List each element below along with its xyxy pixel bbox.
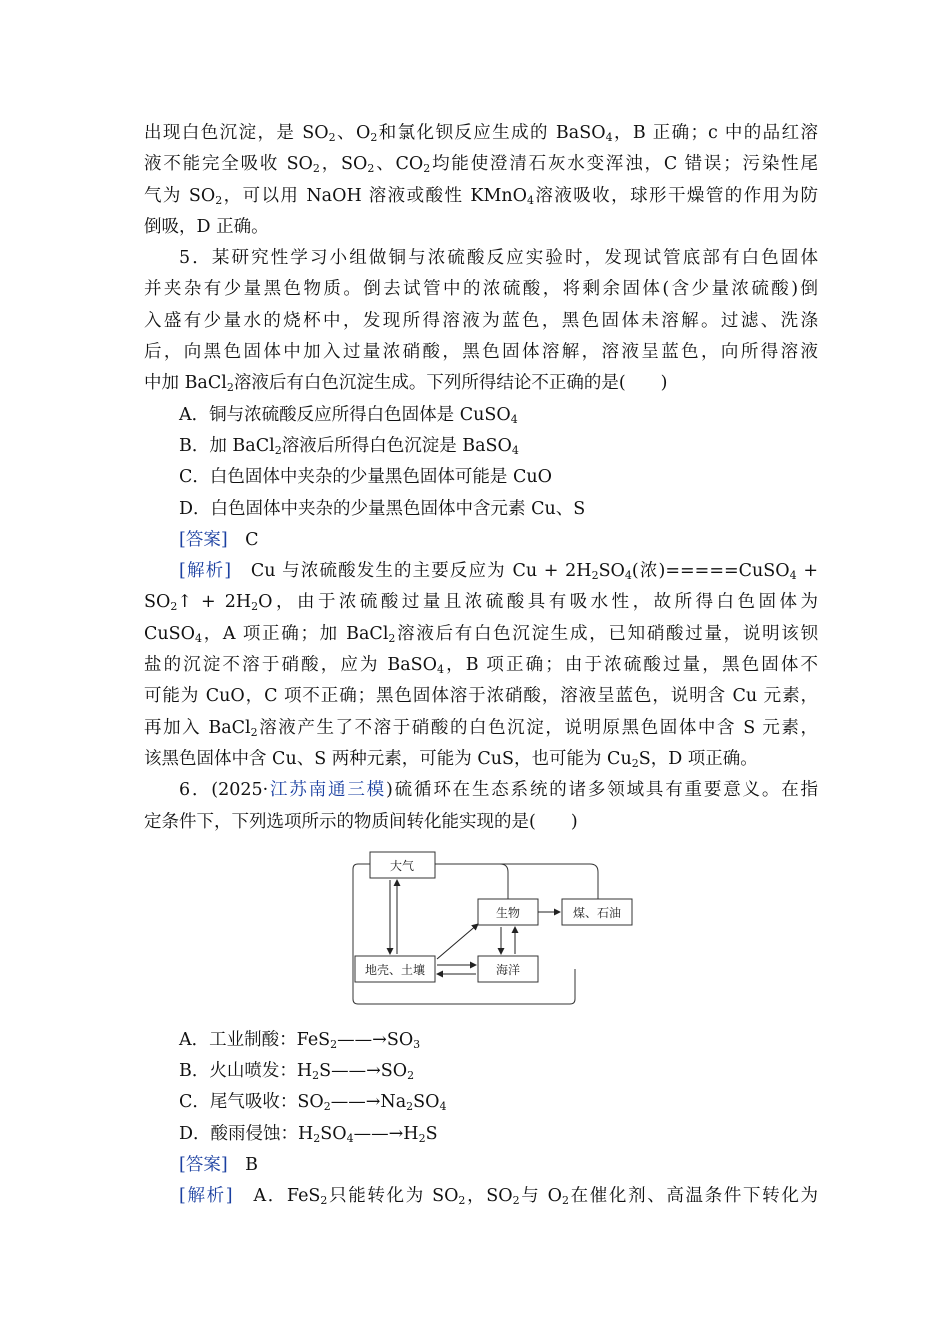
q5-explanation-1: [解析] Cu 与浓硫酸发生的主要反应为 $Cu + 2H_2SO_4$(浓)=====CuSO$_4$ + — [179, 561, 818, 583]
q5-explanation-6: 再加入 BaCl$_2$溶液产生了不溶于硝酸的白色沉淀，说明原黑色固体中含 S 元素， — [144, 717, 818, 739]
q5-explanation-7: 该黑色固体中含 Cu、S 两种元素，可能为 CuS，也可能为 $Cu_2S$，D 项正确。 — [144, 748, 758, 770]
q5-explanation-4: 盐的沉淀不溶于硝酸，应为 BaSO$_4$，B 项正确；由于浓硫酸过量，黑色固体不 — [144, 655, 818, 677]
q6-stem-1: 6．(2025·江苏南通三模)硫循环在生态系统的诸多领域具有重要意义。在指 — [179, 780, 818, 801]
q5-stem-2: 并夹杂有少量黑色物质。倒去试管中的浓硫酸，将剩余固体(含少量浓硫酸)倒 — [144, 279, 818, 300]
q6-answer: [答案] B — [179, 1155, 259, 1176]
atmosphere-label: 大气 — [389, 858, 415, 873]
q5-explanation-5: 可能为 CuO，C 项不正确；黑色固体溶于浓硝酸，溶液呈蓝色，说明含 Cu 元素， — [144, 686, 818, 707]
frame-top-right — [435, 864, 598, 899]
q5-stem-1: 5．某研究性学习小组做铜与浓硫酸反应实验时，发现试管底部有白色固体 — [179, 248, 818, 269]
q6-option-d: D．酸雨侵蚀：$H_2SO_4——\to H_2S$ — [179, 1123, 438, 1145]
ocean-label: 海洋 — [495, 962, 521, 977]
q5-stem-3: 入盛有少量水的烧杯中，发现所得溶液为蓝色，黑色固体未溶解。过滤、洗涤 — [144, 310, 818, 331]
q6-option-b: B．火山喷发：$H_2S——\to SO_2$ — [179, 1061, 415, 1083]
answer-tag: [答案] — [179, 529, 228, 550]
q6-source: 江苏南通三模 — [268, 780, 387, 801]
crust-soil-label: 地壳、土壤 — [364, 962, 426, 977]
answer-tag: [答案] — [179, 1155, 228, 1176]
intro-line-2: 液不能完全吸收 $SO_2$，$SO_2$、$CO_2$均能使澄清石灰水变浑浊，C 错误；污染性尾 — [144, 154, 818, 176]
q6-option-a: A．工业制酸：$FeS_2——\to SO_3$ — [179, 1029, 421, 1051]
q6-stem-2: 定条件下，下列选项所示的物质间转化能实现的是( ) — [144, 811, 578, 832]
q6-explanation-1: [解析] A．FeS$_2$只能转化为 $SO_2$，$SO_2$与 $O_2$在催化剂、高温条件下转化为 — [179, 1186, 818, 1208]
q5-explanation-2: $SO_2↑ + 2H_2O$，由于浓硫酸过量且浓硫酸具有吸水性，故所得白色固体为 — [144, 592, 818, 614]
explanation-tag: [解析] — [179, 561, 232, 582]
sulfur-cycle-svg — [350, 844, 640, 1014]
q5-answer: [答案] C — [179, 529, 259, 550]
intro-line-4: 倒吸，D 正确。 — [144, 216, 269, 237]
frame-line — [353, 864, 575, 1004]
q5-stem-4: 后，向黑色固体中加入过量浓硝酸，黑色固体溶解，溶液呈蓝色，向所得溶液 — [144, 342, 818, 363]
q5-option-d: D．白色固体中夹杂的少量黑色固体中含元素 Cu、S — [179, 498, 586, 519]
sulfur-cycle-diagram — [144, 844, 818, 1019]
document-page — [144, 118, 818, 1213]
biology-label: 生物 — [495, 905, 521, 920]
explanation-tag: [解析] — [179, 1186, 233, 1207]
intro-line-1: 出现白色沉淀，是 $SO_2$、$O_2$和氯化钡反应生成的 BaSO$_4$，B 正确；c 中的品红溶 — [144, 123, 818, 144]
intro-line-3: 气为 $SO_2$，可以用 NaOH 溶液或酸性 KMnO$_4$溶液吸收，球形干燥管的作用为防 — [144, 185, 818, 207]
q6-option-c: C．尾气吸收：$SO_2——\to Na_2SO_4$ — [179, 1092, 447, 1114]
coal-oil-label: 煤、石油 — [572, 905, 622, 920]
arrow-crust-to-biology — [437, 924, 478, 959]
q5-option-c: C．白色固体中夹杂的少量黑色固体可能是 CuO — [179, 467, 552, 488]
q5-explanation-3: CuSO$_4$，A 项正确；加 BaCl$_2$溶液后有白色沉淀生成，已知硝酸过量，说明该钡 — [144, 623, 818, 645]
q5-option-a: A．铜与浓硫酸反应所得白色固体是 CuSO$_4$ — [179, 404, 518, 426]
q5-stem-5: 中加 BaCl$_2$溶液后有白色沉淀生成。下列所得结论不正确的是( ) — [144, 373, 668, 395]
q5-option-b: B．加 BaCl$_2$溶液后所得白色沉淀是 BaSO$_4$ — [179, 435, 519, 457]
atmosphere-to-biology — [435, 864, 508, 899]
